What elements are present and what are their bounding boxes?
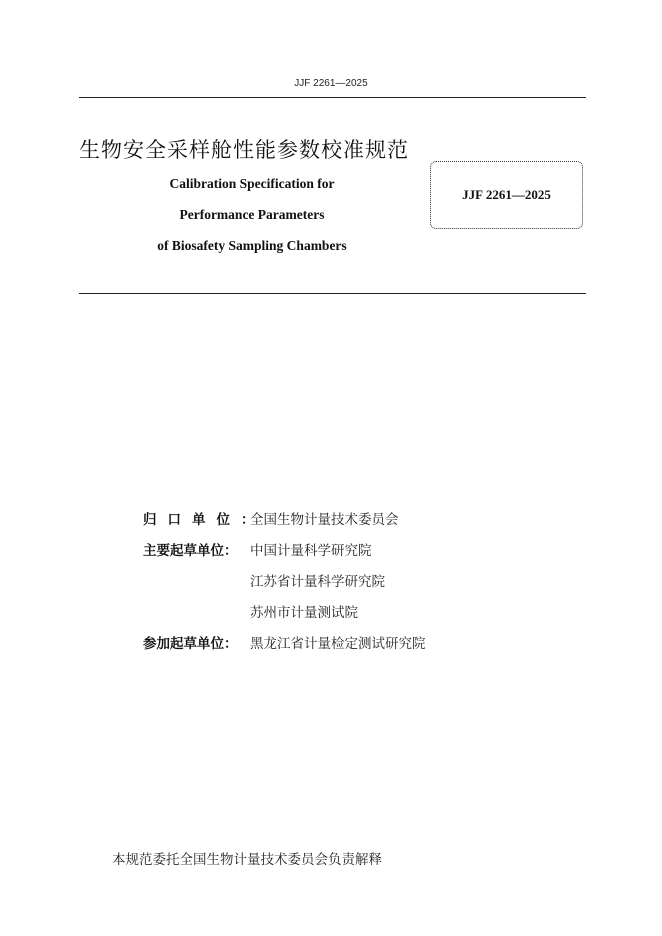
responsible-unit-value: 全国生物计量技术委员会 xyxy=(250,511,399,528)
participating-unit-value: 黑龙江省计量检定测试研究院 xyxy=(250,635,426,652)
title-english-line1: Calibration Specification for xyxy=(169,176,335,191)
participating-unit-label: 参加起草单位： xyxy=(143,635,238,652)
responsible-unit-row xyxy=(143,502,426,533)
main-drafting-unit-value: 江苏省计量科学研究院 xyxy=(250,573,385,590)
participating-unit-row xyxy=(143,626,426,657)
header-code: JJF 2261—2025 xyxy=(294,78,368,89)
main-drafting-unit-row xyxy=(143,564,426,595)
main-drafting-unit-label: 主要起草单位： xyxy=(143,542,238,559)
specification-code-box xyxy=(430,161,583,229)
title-rule xyxy=(79,293,586,294)
interpretation-note: 本规范委托全国生物计量技术委员会负责解释 xyxy=(112,852,382,868)
title-english-line2: Performance Parameters xyxy=(179,207,325,222)
title-english-line3: of Biosafety Sampling Chambers xyxy=(157,238,347,253)
specification-code: JJF 2261—2025 xyxy=(462,187,551,202)
main-drafting-unit-row xyxy=(143,595,426,626)
responsible-unit-label: 归口单位： xyxy=(143,511,266,528)
main-drafting-unit-value: 苏州市计量测试院 xyxy=(250,604,358,621)
main-drafting-unit-row xyxy=(143,533,426,564)
title-chinese: 生物安全采样舱性能参数校准规范 xyxy=(79,138,409,162)
drafting-units xyxy=(143,502,426,657)
header-rule xyxy=(79,97,586,98)
main-drafting-unit-value: 中国计量科学研究院 xyxy=(250,542,372,559)
